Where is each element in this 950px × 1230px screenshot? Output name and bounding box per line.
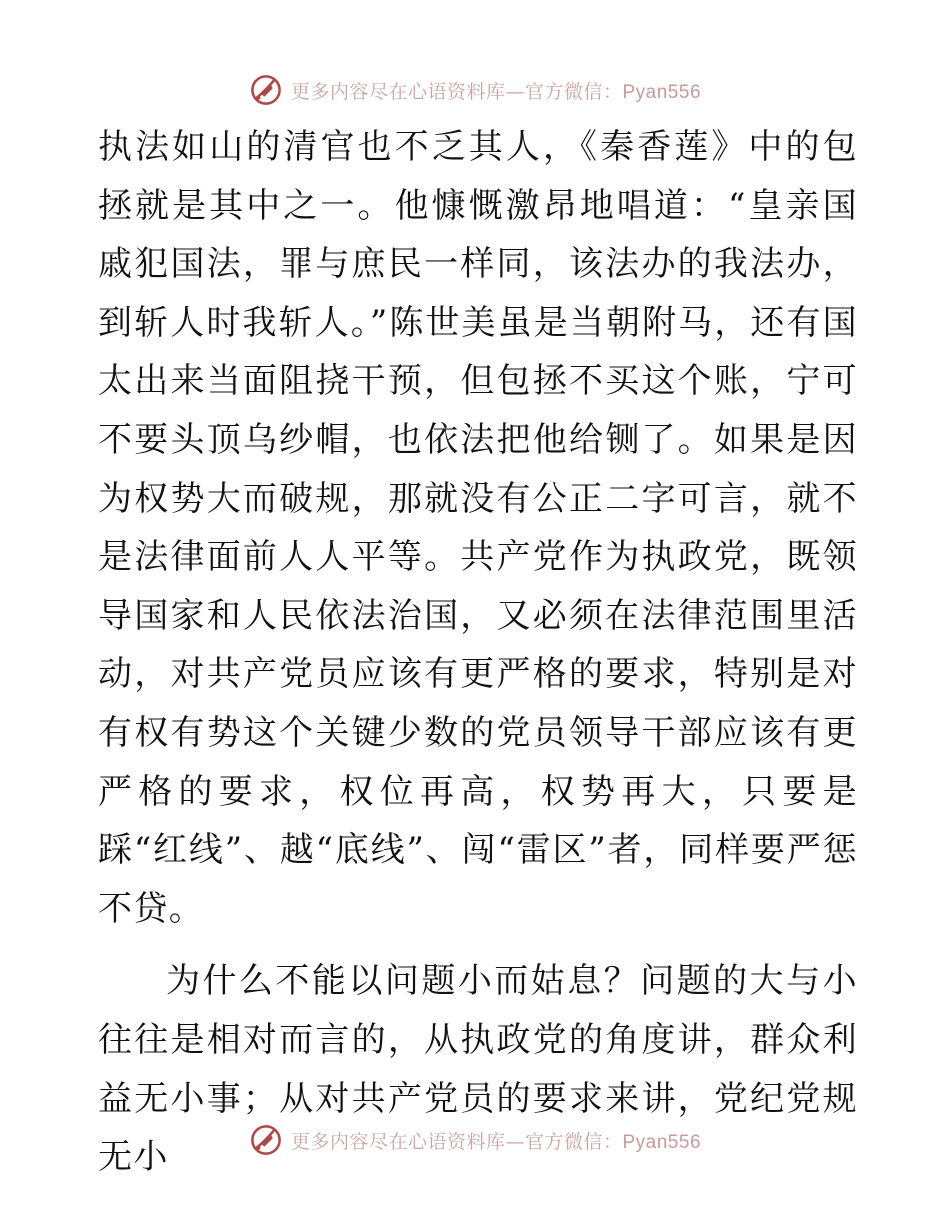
- pen-logo-icon: [249, 73, 283, 107]
- footer-site-text: 更多内容尽在心语资料库: [290, 1130, 506, 1153]
- pen-logo-icon: [249, 1123, 283, 1157]
- header-wechat-id: Pyan556: [622, 81, 702, 103]
- header-wechat-label: 官方微信：: [524, 80, 623, 103]
- paragraph-1: 执法如山的清官也不乏其人，《秦香莲》中的包拯就是其中之一。他慷慨激昂地唱道：“皇亲国戚犯国法，罪与庶民一样同，该法办的我法办，到斩人时我斩人。”陈世美虽是当朝附马，还有国太出来当面阻挠干预，但包拯不买这个账，宁可不要头顶乌纱帽，也依法把他给铡了。如果是因为权势大而破规，那就没有公正二字可言，就不是法律面前人人平等。共产党作为执政党，既领导国家和人民依法治国，又必须在法律范围里活动，对共产党员应该有更严格的要求，特别是对有权有势这个关键少数的党员领导干部应该有更严格的要求，权位再高，权势再大，只要是踩“红线”、越“底线”、闯“雷区”者，同样要严惩不贷。: [98, 127, 858, 929]
- header-text: [291, 77, 701, 104]
- header-dash: —: [505, 80, 525, 103]
- footer-wechat-id: Pyan556: [622, 1131, 702, 1153]
- header-banner: [0, 70, 950, 110]
- paragraph-2: 为什么不能以问题小而姑息？问题的大与小往往是相对而言的，从执政党的角度讲，群众利益无小事；从对共产党员的要求来讲，党纪党规无小: [98, 961, 858, 1178]
- footer-banner: [0, 1120, 950, 1160]
- footer-text: [291, 1127, 701, 1154]
- footer-dash: —: [505, 1130, 525, 1153]
- footer-wechat-label: 官方微信：: [524, 1130, 623, 1153]
- header-site-text: 更多内容尽在心语资料库: [290, 80, 506, 103]
- document-body: [98, 118, 858, 1187]
